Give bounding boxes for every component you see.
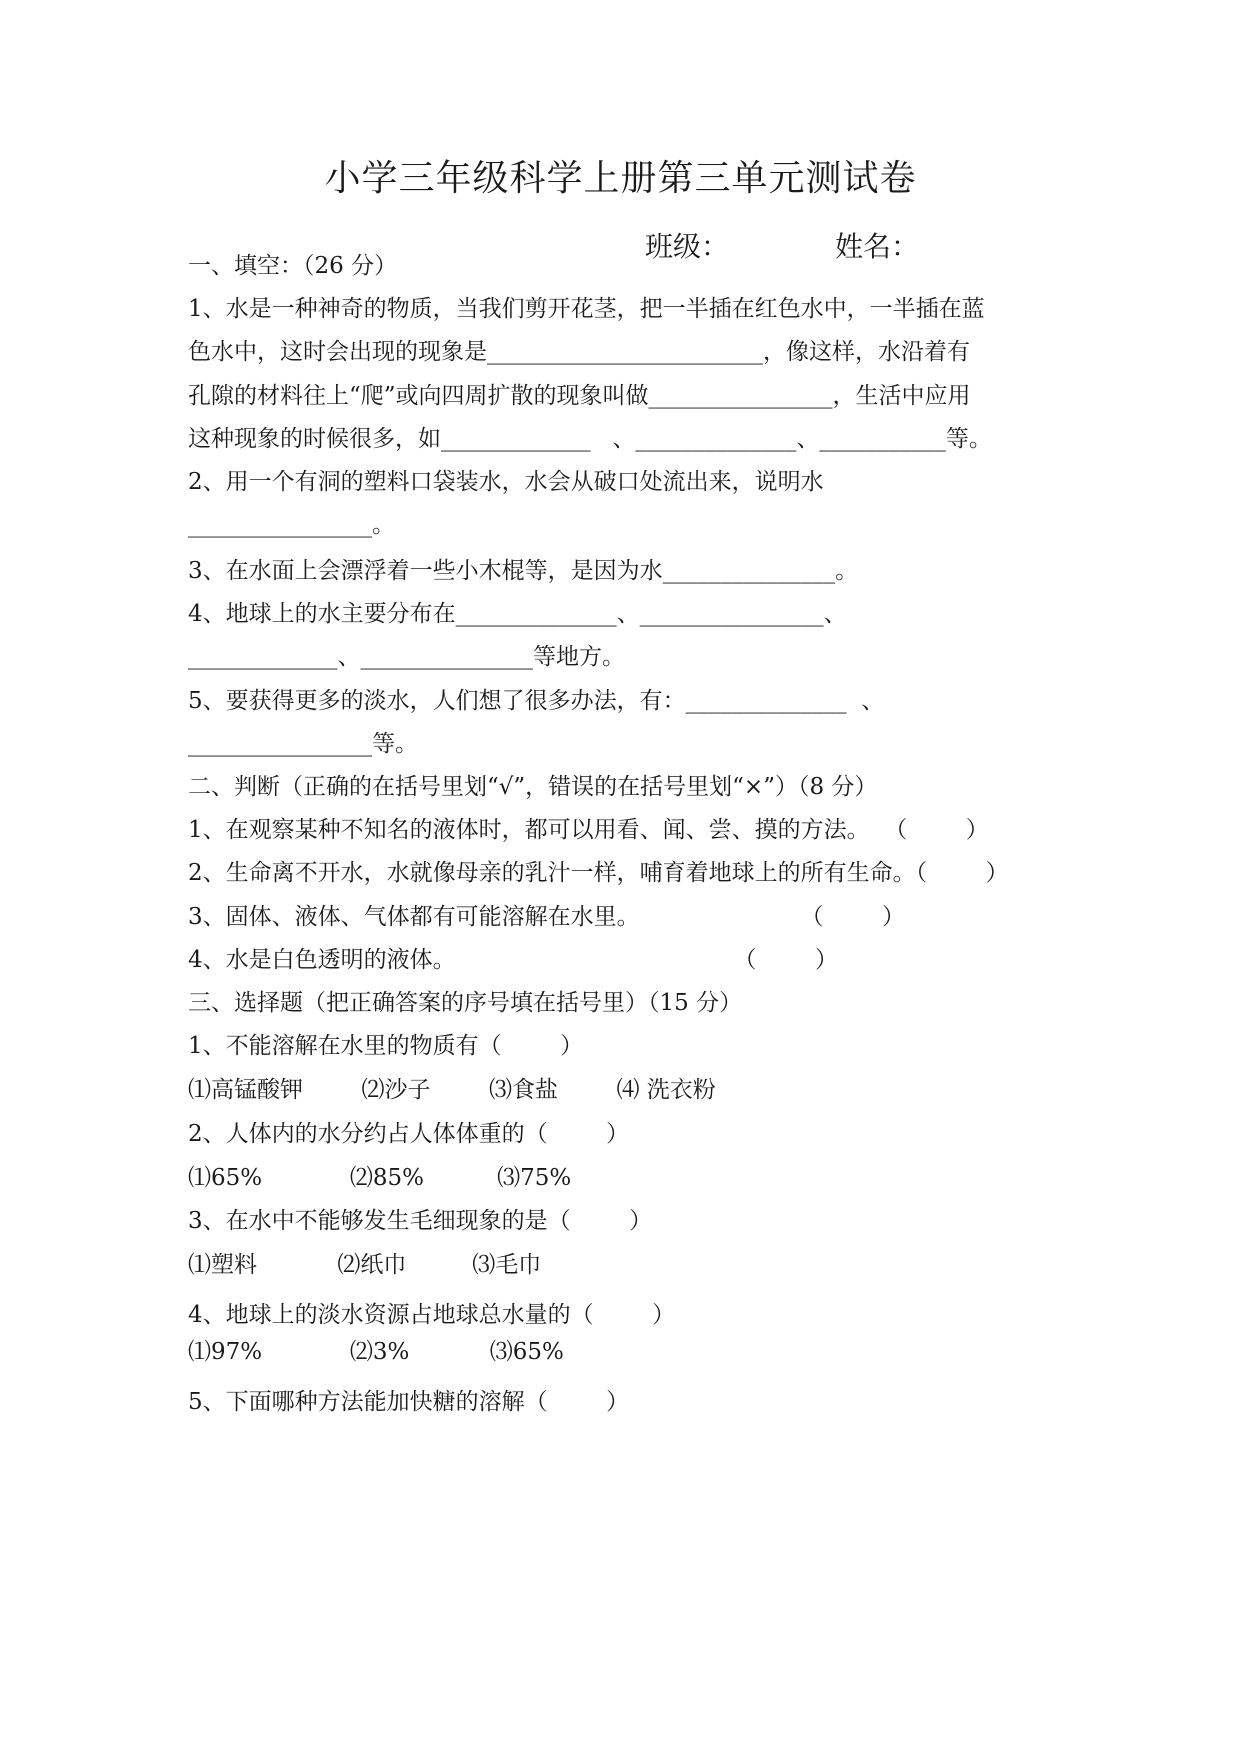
q3-4-options: ⑴97% ⑵3% ⑶65% xyxy=(188,1339,564,1365)
q1-4-line-2: _____________、_______________等地方。 xyxy=(188,644,625,670)
q1-5-line-1: 5、要获得更多的淡水，人们想了很多办法，有：______________ 、 xyxy=(188,688,885,714)
q3-4: 4、地球上的淡水资源占地球总水量的（ ） xyxy=(188,1302,676,1328)
q2-2: 2、生命离不开水，水就像母亲的乳汁一样，哺育着地球上的所有生命。（ ） xyxy=(188,860,1009,886)
exam-title: 小学三年级科学上册第三单元测试卷 xyxy=(324,158,917,199)
q3-3: 3、在水中不能够发生毛细现象的是（ ） xyxy=(188,1208,653,1234)
q2-1: 1、在观察某种不知名的液体时，都可以用看、闻、尝、摸的方法。 （ ） xyxy=(188,817,989,843)
section-2-heading: 二、判断（正确的在括号里划“√”，错误的在括号里划“×”）（8 分） xyxy=(188,774,878,800)
q1-1-line-2: 色水中，这时会出现的现象是________________________，像这样，水沿着有 xyxy=(188,339,970,365)
q3-5: 5、下面哪种方法能加快糖的溶解（ ） xyxy=(188,1389,630,1415)
name-label: 姓名： xyxy=(835,230,920,263)
q3-2: 2、人体内的水分约占人体体重的（ ） xyxy=(188,1121,630,1147)
q1-5-line-2: ________________等。 xyxy=(188,731,418,757)
q3-1-options: ⑴高锰酸钾 ⑵沙子 ⑶食盐 ⑷ 洗衣粉 xyxy=(188,1077,716,1103)
q1-3: 3、在水面上会漂浮着一些小木棍等，是因为水_______________。 xyxy=(188,558,859,584)
q1-1-line-4: 这种现象的时候很多，如_____________ 、______________、___________等。 xyxy=(188,426,992,452)
q1-2-line-2: ________________。 xyxy=(188,512,395,538)
section-3-heading: 三、选择题（把正确答案的序号填在括号里）（15 分） xyxy=(188,990,743,1016)
q2-3: 3、固体、液体、气体都有可能溶解在水里。 （ ） xyxy=(188,904,905,930)
section-1-heading: 一、填空：（26 分） xyxy=(188,253,398,279)
q2-4: 4、水是白色透明的液体。 （ ） xyxy=(188,947,838,973)
q3-2-options: ⑴65% ⑵85% ⑶75% xyxy=(188,1165,572,1191)
q3-3-options: ⑴塑料 ⑵纸巾 ⑶毛巾 xyxy=(188,1252,542,1278)
q1-1-line-1: 1、水是一种神奇的物质，当我们剪开花茎，把一半插在红色水中，一半插在蓝 xyxy=(188,296,985,322)
class-label: 班级： xyxy=(645,230,730,263)
q1-4-line-1: 4、地球上的水主要分布在______________、________________、 xyxy=(188,601,847,627)
q1-2-line-1: 2、用一个有洞的塑料口袋装水，水会从破口处流出来，说明水 xyxy=(188,469,824,495)
q1-1-line-3: 孔隙的材料往上“爬”或向四周扩散的现象叫做________________，生活中应用 xyxy=(188,383,971,409)
q3-1: 1、不能溶解在水里的物质有（ ） xyxy=(188,1033,584,1059)
